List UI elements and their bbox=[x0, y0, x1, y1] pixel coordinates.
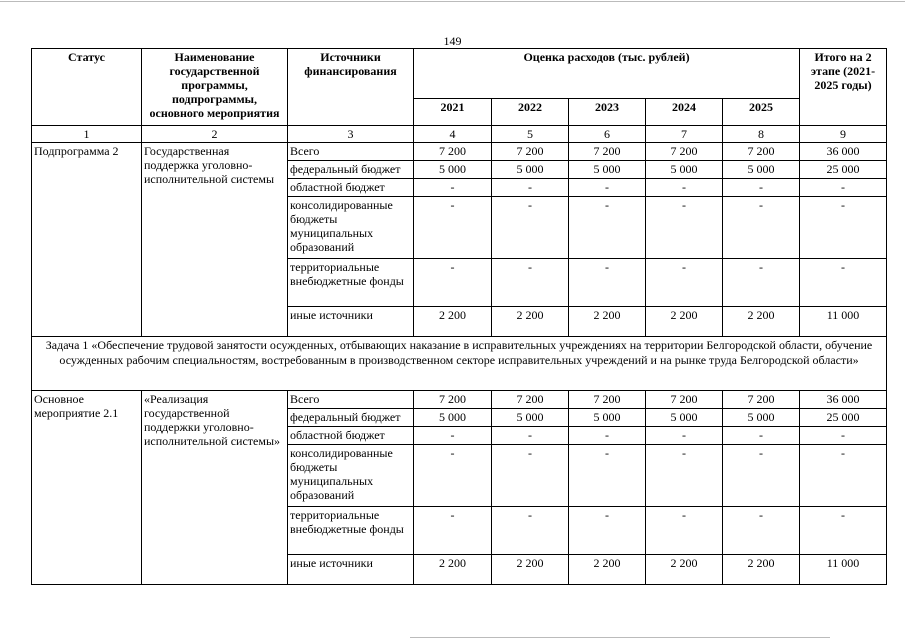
year-header: 2025 bbox=[723, 99, 800, 126]
value-cell: 7 200 bbox=[723, 143, 800, 161]
value-cell: - bbox=[569, 259, 646, 307]
year-header: 2021 bbox=[414, 99, 492, 126]
column-number-row bbox=[32, 126, 887, 143]
page-number: 149 bbox=[443, 34, 462, 48]
value-cell: - bbox=[414, 259, 492, 307]
value-cell: - bbox=[569, 427, 646, 445]
total-cell: 25 000 bbox=[800, 409, 887, 427]
column-number: 6 bbox=[569, 126, 646, 143]
value-cell: - bbox=[723, 197, 800, 259]
value-cell: 5 000 bbox=[569, 161, 646, 179]
year-header: 2024 bbox=[646, 99, 723, 126]
value-cell: 7 200 bbox=[414, 391, 492, 409]
value-cell: - bbox=[646, 259, 723, 307]
total-cell: 36 000 bbox=[800, 391, 887, 409]
value-cell: 2 200 bbox=[414, 555, 492, 585]
value-cell: 5 000 bbox=[569, 409, 646, 427]
year-header: 2022 bbox=[492, 99, 569, 126]
value-cell: 2 200 bbox=[569, 307, 646, 337]
source-cell: территориальные внебюджетные фонды bbox=[288, 259, 414, 307]
value-cell: - bbox=[569, 507, 646, 555]
value-cell: 2 200 bbox=[723, 555, 800, 585]
value-cell: - bbox=[492, 197, 569, 259]
total-cell: 36 000 bbox=[800, 143, 887, 161]
header-row-1 bbox=[32, 49, 887, 99]
source-cell: федеральный бюджет bbox=[288, 161, 414, 179]
source-cell: областной бюджет bbox=[288, 427, 414, 445]
column-number: 2 bbox=[142, 126, 288, 143]
subprogram-name: Государственная поддержка уголовно-исполнительной системы bbox=[142, 143, 288, 337]
value-cell: - bbox=[414, 427, 492, 445]
value-cell: 5 000 bbox=[492, 161, 569, 179]
value-cell: - bbox=[414, 507, 492, 555]
value-cell: - bbox=[723, 179, 800, 197]
value-cell: 7 200 bbox=[646, 143, 723, 161]
value-cell: - bbox=[569, 445, 646, 507]
value-cell: - bbox=[569, 179, 646, 197]
value-cell: 7 200 bbox=[569, 143, 646, 161]
source-cell: консолидированные бюджеты муниципальных образований bbox=[288, 445, 414, 507]
value-cell: 2 200 bbox=[414, 307, 492, 337]
bottom-scan-line bbox=[410, 637, 830, 638]
value-cell: 7 200 bbox=[646, 391, 723, 409]
value-cell: - bbox=[492, 445, 569, 507]
value-cell: 5 000 bbox=[414, 409, 492, 427]
value-cell: 7 200 bbox=[492, 391, 569, 409]
value-cell: 5 000 bbox=[646, 409, 723, 427]
year-header: 2023 bbox=[569, 99, 646, 126]
source-cell: консолидированные бюджеты муниципальных образований bbox=[288, 197, 414, 259]
column-number: 5 bbox=[492, 126, 569, 143]
value-cell: 5 000 bbox=[492, 409, 569, 427]
total-header: Итого на 2 этапе (2021-2025 годы) bbox=[800, 49, 887, 126]
column-number: 3 bbox=[288, 126, 414, 143]
table-row bbox=[32, 391, 887, 409]
column-number: 9 bbox=[800, 126, 887, 143]
measure-status: Основное мероприятие 2.1 bbox=[32, 391, 142, 585]
value-cell: - bbox=[492, 179, 569, 197]
value-cell: - bbox=[414, 445, 492, 507]
value-cell: - bbox=[646, 179, 723, 197]
source-cell: Всего bbox=[288, 143, 414, 161]
value-cell: - bbox=[492, 507, 569, 555]
value-cell: - bbox=[492, 427, 569, 445]
column-number: 4 bbox=[414, 126, 492, 143]
total-cell: - bbox=[800, 445, 887, 507]
table-row bbox=[32, 143, 887, 161]
value-cell: 7 200 bbox=[723, 391, 800, 409]
value-cell: 7 200 bbox=[492, 143, 569, 161]
value-cell: 7 200 bbox=[569, 391, 646, 409]
source-cell: иные источники bbox=[288, 307, 414, 337]
value-cell: 2 200 bbox=[723, 307, 800, 337]
value-cell: 7 200 bbox=[414, 143, 492, 161]
value-cell: - bbox=[646, 427, 723, 445]
total-cell: 25 000 bbox=[800, 161, 887, 179]
budget-table bbox=[31, 48, 887, 585]
value-cell: 5 000 bbox=[414, 161, 492, 179]
total-cell: - bbox=[800, 427, 887, 445]
value-cell: - bbox=[723, 507, 800, 555]
source-cell: федеральный бюджет bbox=[288, 409, 414, 427]
column-number: 1 bbox=[32, 126, 142, 143]
value-cell: 5 000 bbox=[646, 161, 723, 179]
total-cell: 11 000 bbox=[800, 555, 887, 585]
value-cell: 2 200 bbox=[569, 555, 646, 585]
value-cell: 2 200 bbox=[646, 555, 723, 585]
total-cell: - bbox=[800, 197, 887, 259]
status-header: Статус bbox=[32, 49, 142, 126]
value-cell: 5 000 bbox=[723, 161, 800, 179]
value-cell: 2 200 bbox=[492, 555, 569, 585]
estimate-header: Оценка расходов (тыс. рублей) bbox=[414, 49, 800, 99]
task-row bbox=[32, 337, 887, 391]
value-cell: - bbox=[646, 507, 723, 555]
source-cell: территориальные внебюджетные фонды bbox=[288, 507, 414, 555]
value-cell: - bbox=[723, 259, 800, 307]
source-cell: иные источники bbox=[288, 555, 414, 585]
task-description: Задача 1 «Обеспечение трудовой занятости осужденных, отбывающих наказание в исправительных учреждениях на территории Белгородской области, обучение осужденных рабочим специальностям, востребованным в производственном секторе исправительных учреждений и на рынке труда Белгородской области» bbox=[32, 337, 887, 391]
source-cell: областной бюджет bbox=[288, 179, 414, 197]
value-cell: - bbox=[646, 197, 723, 259]
value-cell: 5 000 bbox=[723, 409, 800, 427]
column-number: 7 bbox=[646, 126, 723, 143]
measure-name: «Реализация государственной поддержки уголовно-исполнительной системы» bbox=[142, 391, 288, 585]
total-cell: - bbox=[800, 179, 887, 197]
top-scan-line bbox=[0, 1, 905, 2]
total-cell: - bbox=[800, 259, 887, 307]
value-cell: 2 200 bbox=[646, 307, 723, 337]
source-cell: Всего bbox=[288, 391, 414, 409]
value-cell: - bbox=[723, 427, 800, 445]
total-cell: - bbox=[800, 507, 887, 555]
subprogram-status: Подпрограмма 2 bbox=[32, 143, 142, 337]
name-header: Наименование государственной программы, подпрограммы, основного мероприятия bbox=[142, 49, 288, 126]
value-cell: - bbox=[569, 197, 646, 259]
value-cell: 2 200 bbox=[492, 307, 569, 337]
total-cell: 11 000 bbox=[800, 307, 887, 337]
value-cell: - bbox=[723, 445, 800, 507]
value-cell: - bbox=[414, 197, 492, 259]
column-number: 8 bbox=[723, 126, 800, 143]
sources-header: Источники финансирования bbox=[288, 49, 414, 126]
value-cell: - bbox=[646, 445, 723, 507]
value-cell: - bbox=[492, 259, 569, 307]
value-cell: - bbox=[414, 179, 492, 197]
